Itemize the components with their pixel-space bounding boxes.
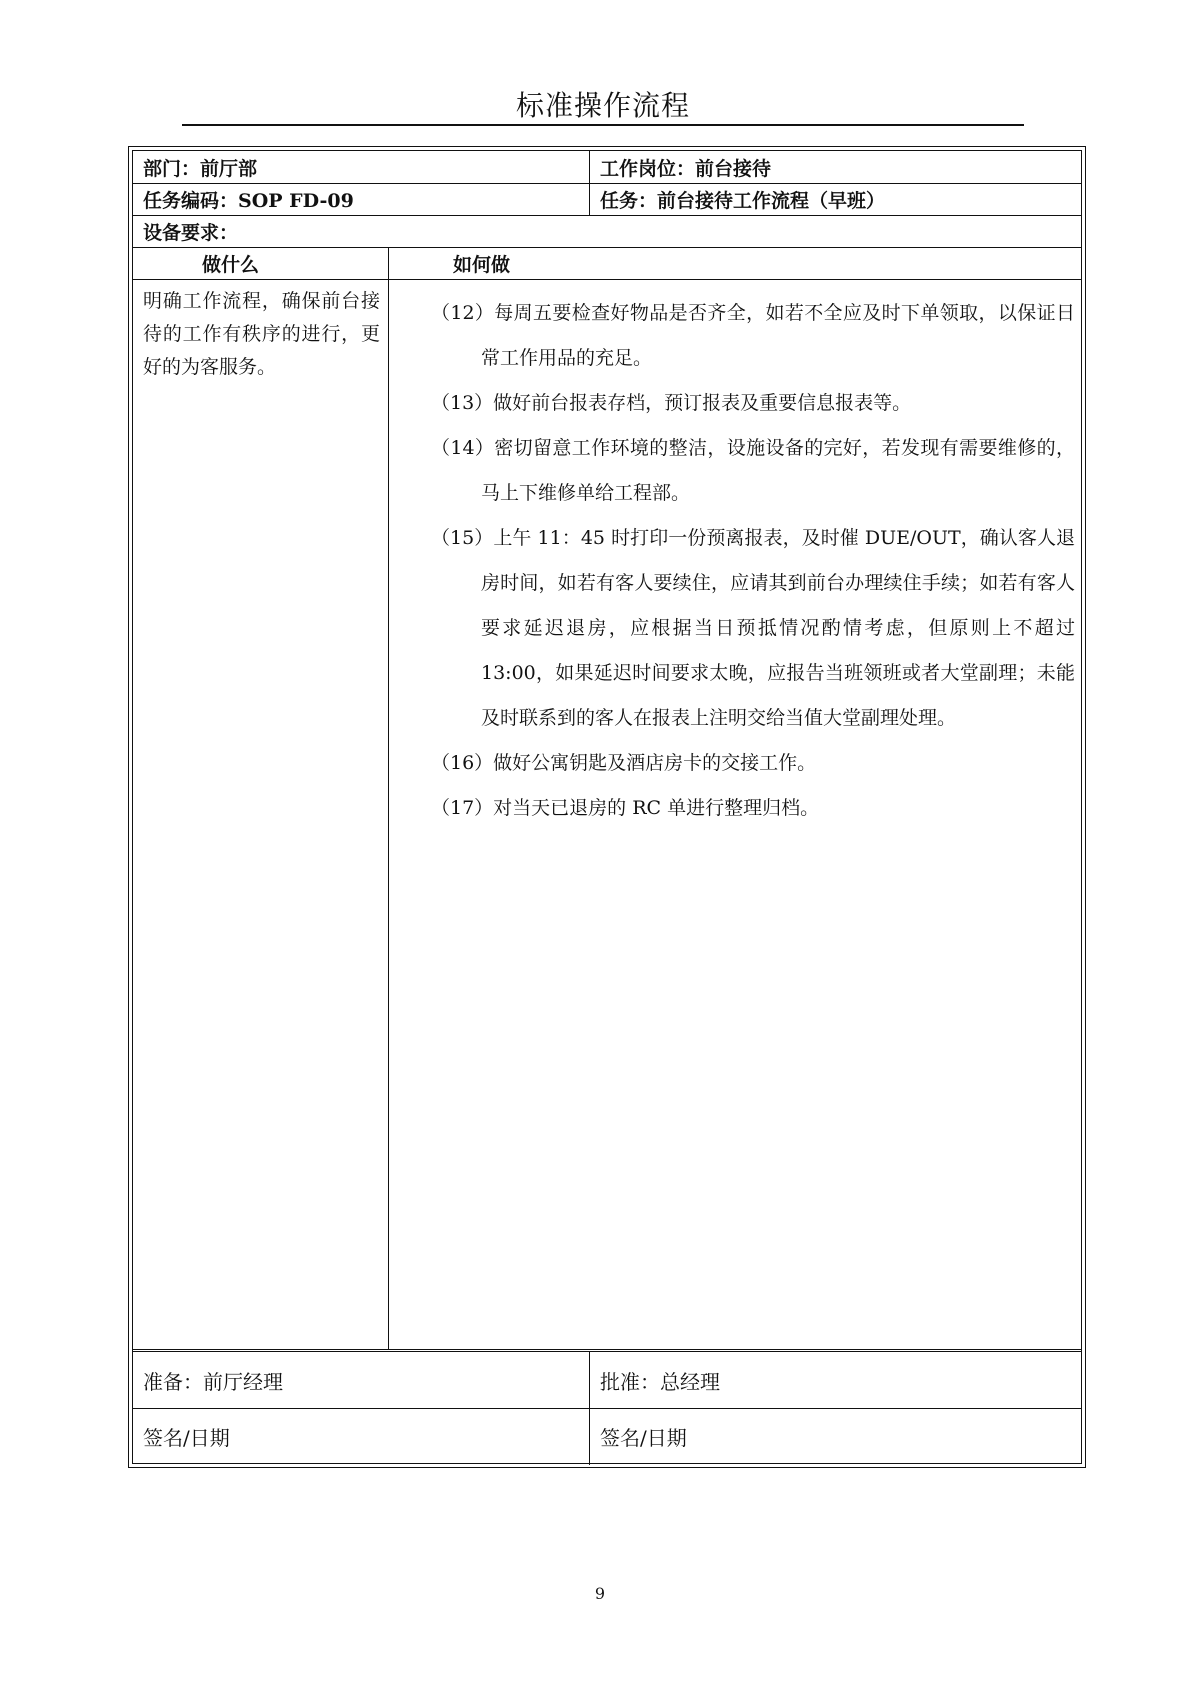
how-header: 如何做 xyxy=(453,253,511,276)
department-cell: 部门：前厅部 xyxy=(143,157,258,180)
step-item: （14）密切留意工作环境的整洁，设施设备的完好，若发现有需要维修的，马上下维修单给工程部。 xyxy=(431,437,1075,504)
task-code-cell: 任务编码：SOP FD-09 xyxy=(143,189,354,212)
sop-table xyxy=(128,146,1086,1468)
signature-date-right: 签名/日期 xyxy=(600,1426,687,1450)
title-underline xyxy=(182,124,1024,126)
prepared-by: 准备：前厅经理 xyxy=(143,1369,283,1394)
equipment-cell: 设备要求： xyxy=(143,221,239,244)
sop-table-inner xyxy=(132,150,1082,1464)
page-number: 9 xyxy=(594,1584,606,1603)
step-item: （17）对当天已退房的 RC 单进行整理归档。 xyxy=(431,797,820,819)
step-item: （15）上午 11：45 时打印一份预离报表，及时催 DUE/OUT，确认客人退房时间，如若有客人要续住，应请其到前台办理续住手续；如若有客人要求延迟退房，应根据当日预抵情况酌情考虑，但原则上不超过 13:00，如果延迟时间要求太晚，应报告当班领班或者大堂副理；未能及时联系到的客人在报表上注明交给当值大堂副理处理。 xyxy=(431,527,1075,729)
step-item: （16）做好公寓钥匙及酒店房卡的交接工作。 xyxy=(431,752,817,774)
equipment-row xyxy=(133,215,1081,248)
approved-by: 批准：总经理 xyxy=(600,1369,720,1394)
page-title: 标准操作流程 xyxy=(515,89,690,122)
footer-row-1 xyxy=(133,1352,1081,1409)
header-row-2 xyxy=(133,183,1081,216)
column-header-row xyxy=(133,247,1081,280)
header-row-1 xyxy=(133,151,1081,184)
position-cell: 工作岗位：前台接待 xyxy=(600,157,772,180)
step-item: （12）每周五要检查好物品是否齐全，如若不全应及时下单领取，以保证日常工作用品的充足。 xyxy=(431,302,1075,369)
footer-row-2 xyxy=(133,1408,1081,1465)
what-text: 明确工作流程，确保前台接待的工作有秩序的进行，更好的为客服务。 xyxy=(143,290,380,378)
step-item: （13）做好前台报表存档，预订报表及重要信息报表等。 xyxy=(431,392,912,414)
content-row xyxy=(133,279,1081,1350)
signature-date-left: 签名/日期 xyxy=(143,1426,230,1450)
how-steps xyxy=(389,279,1081,1349)
what-header: 做什么 xyxy=(201,253,259,276)
task-cell: 任务：前台接待工作流程（早班） xyxy=(600,189,886,212)
